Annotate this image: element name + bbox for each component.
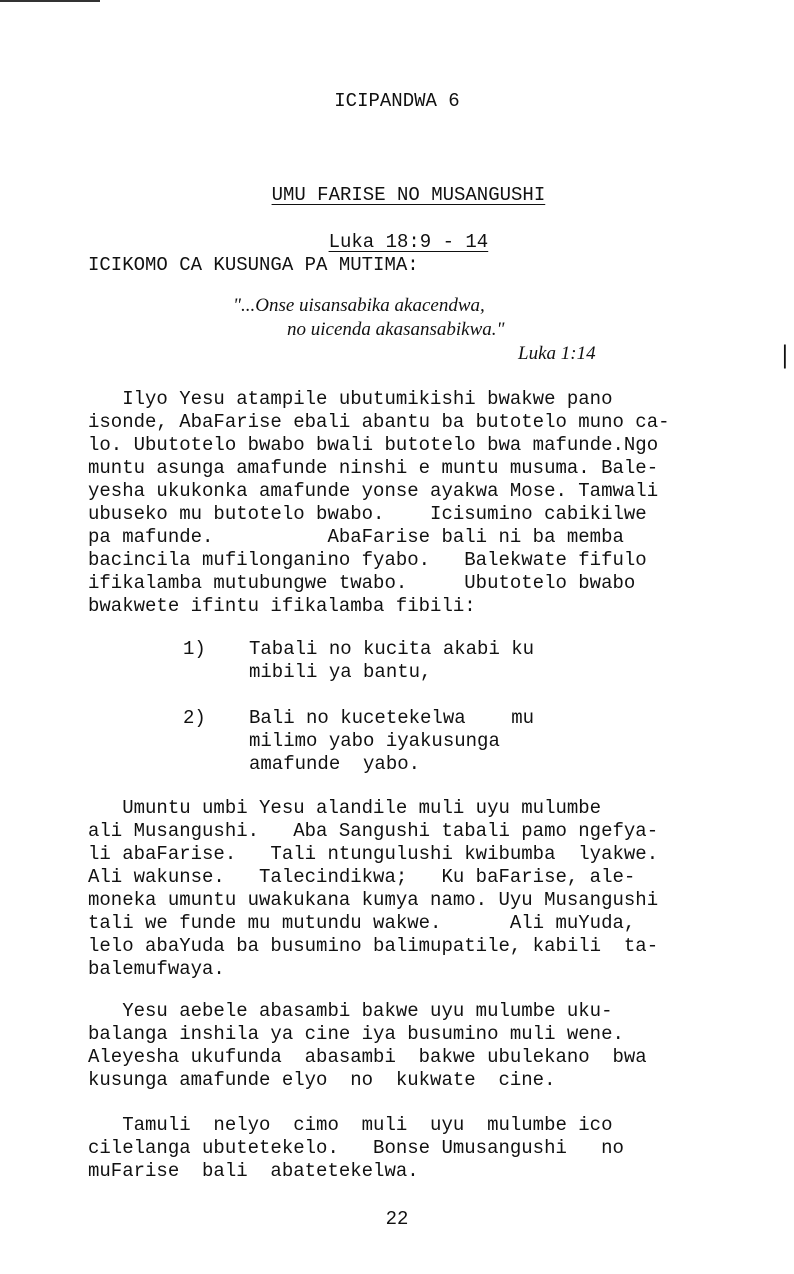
list-number: 2) [183,707,206,729]
list-item-2 [249,707,534,776]
page-title: UMU FARISE NO MUSANGUSHI [271,183,546,206]
paragraph-1 [88,388,760,618]
margin-mark: | [782,340,788,369]
text-line: mibili ya bantu, [249,661,432,683]
text-line: muntu asunga amafunde ninshi e muntu musuma. Bale- [88,457,659,479]
text-line: Tamuli nelyo cimo muli uyu mulumbe ico [88,1114,613,1136]
paragraph-4 [88,1114,760,1183]
chapter-heading: ICIPANDWA 6 [334,90,460,112]
text-line: bacincila mufilonganino fyabo. Balekwate fifulo [88,549,647,571]
text-line: yesha ukukonka amafunde yonse ayakwa Mose. Tamwali [88,480,659,502]
list-item-1 [249,638,534,684]
title-wrap [0,160,794,207]
text-line: milimo yabo iyakusunga [249,730,500,752]
text-line: Ilyo Yesu atampile ubutumikishi bwakwe pano [88,388,613,410]
text-line: moneka umuntu uwakukana kumya namo. Uyu Musangushi [88,889,659,911]
text-line: Tabali no kucita akabi ku [249,638,535,660]
text-line: balemufwaya. [88,958,225,980]
text-line: lelo abaYuda ba busumino balimupatile, kabili ta- [88,935,659,957]
text-line: cilelanga ubutetekelo. Bonse Umusangushi no [88,1137,624,1159]
quote-line-1: "...Onse uisansabika akacendwa, [233,295,485,316]
paragraph-2 [88,797,760,981]
text-line: isonde, AbaFarise ebali abantu ba butotelo muno ca- [88,411,670,433]
page-number: 22 [385,1208,409,1230]
text-line: Yesu aebele abasambi bakwe uyu mulumbe uku- [88,1000,613,1022]
list-number: 1) [183,638,206,660]
top-rule [0,0,100,2]
text-line: kusunga amafunde elyo no kukwate cine. [88,1069,556,1091]
scripture-reference: Luka 18:9 - 14 [328,230,489,253]
memory-verse-heading: ICIKOMO CA KUSUNGA PA MUTIMA: [88,254,419,276]
text-line: Umuntu umbi Yesu alandile muli uyu mulumbe [88,797,602,819]
text-line: li abaFarise. Tali ntungulushi kwibumba lyakwe. [88,843,659,865]
text-line: bwakwete ifintu ifikalamba fibili: [88,595,476,617]
quote-citation: Luka 1:14 [518,343,596,364]
text-line: lo. Ubutotelo bwabo bwali butotelo bwa mafunde.Ngo [88,434,659,456]
text-line: tali we funde mu mutundu wakwe. Ali muYuda, [88,912,636,934]
text-line: pa mafunde. AbaFarise bali ni ba memba [88,526,624,548]
text-line: Bali no kucetekelwa mu [249,707,535,729]
text-line: amafunde yabo. [249,753,421,775]
text-line: balanga inshila ya cine iya busumino muli wene. [88,1023,624,1045]
reference-wrap [0,207,794,254]
text-line: ifikalamba mutubungwe twabo. Ubutotelo bwabo [88,572,636,594]
text-line: Ali wakunse. Talecindikwa; Ku baFarise, ale- [88,866,636,888]
text-line: ali Musangushi. Aba Sangushi tabali pamo ngefya- [88,820,659,842]
text-line: muFarise bali abatetekelwa. [88,1160,419,1182]
text-line: Aleyesha ukufunda abasambi bakwe ubulekano bwa [88,1046,647,1068]
text-line: ubuseko mu butotelo bwabo. Icisumino cabikilwe [88,503,647,525]
paragraph-3 [88,1000,760,1092]
quote-line-2: no uicenda akasansabikwa." [287,319,505,340]
